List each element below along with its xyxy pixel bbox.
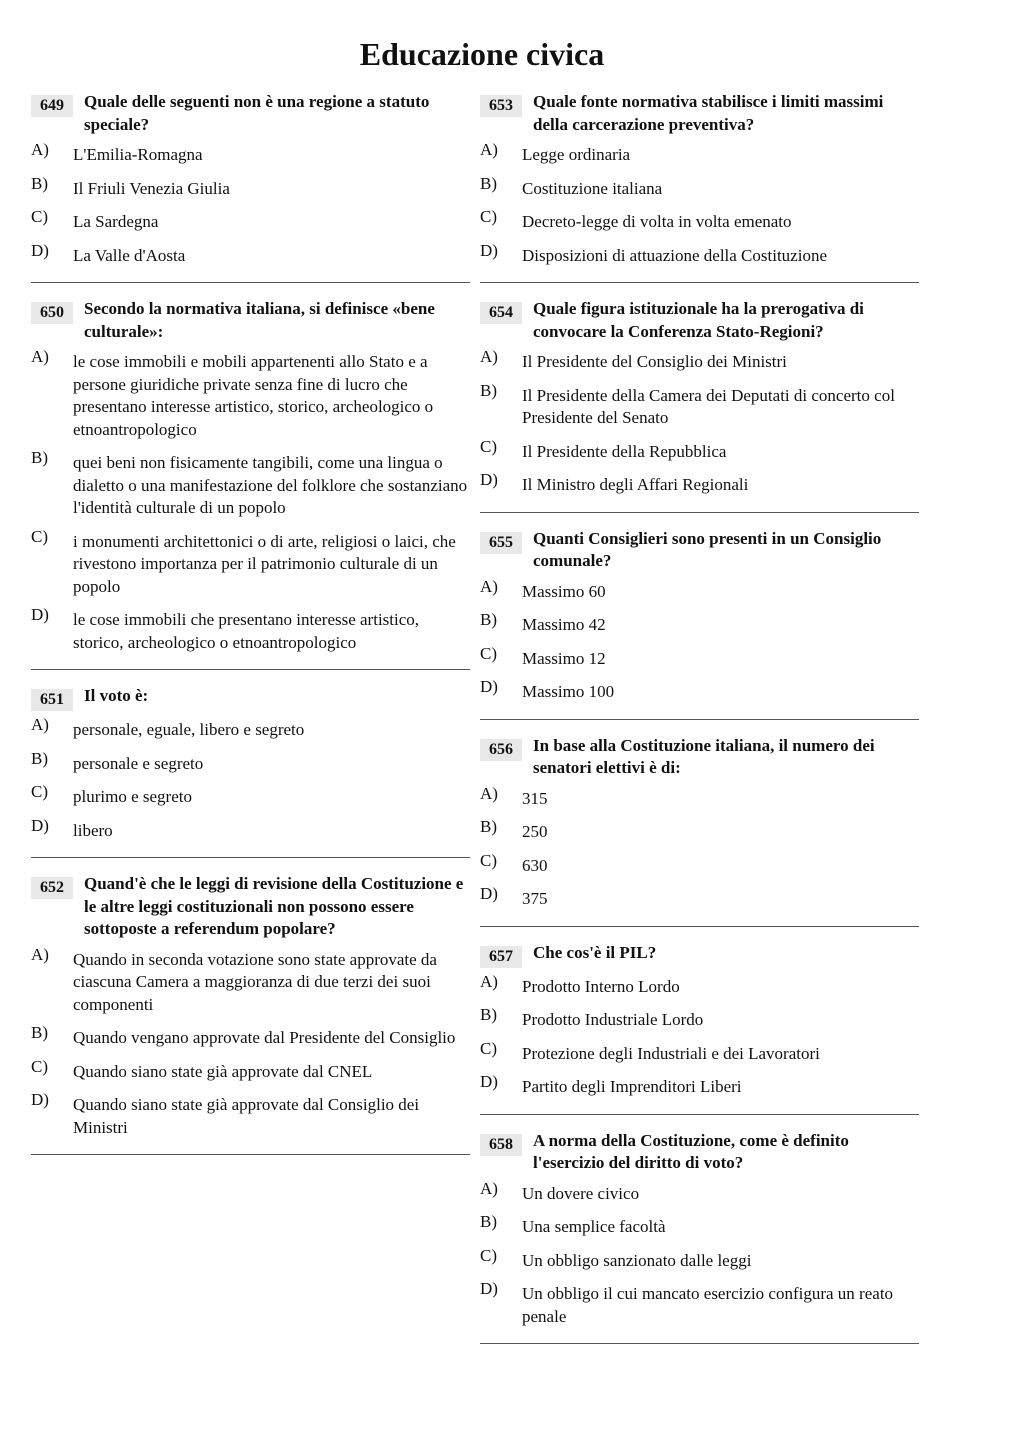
answer-text: 375 (522, 889, 548, 908)
question-number: 656 (480, 739, 522, 761)
answer-letter: B) (480, 610, 497, 629)
answer-letter: D) (480, 1072, 498, 1091)
question-number: 650 (31, 302, 73, 324)
question-number: 649 (31, 95, 73, 117)
answer-option (31, 715, 470, 742)
answer-option (480, 1212, 919, 1239)
answer-option (480, 1245, 919, 1273)
answer-option (480, 677, 919, 704)
answer-letter: D) (480, 1279, 498, 1298)
answer-option (480, 610, 919, 637)
left-column (31, 91, 470, 1170)
answer-option (480, 347, 919, 374)
answer-letter: D) (31, 815, 49, 835)
answer-letter: B) (480, 817, 497, 836)
question-649 (31, 91, 470, 283)
question-number: 654 (480, 302, 522, 324)
answer-letter: B) (480, 1005, 497, 1024)
answer-text: Massimo 60 (522, 581, 606, 601)
answer-letter: D) (31, 1090, 49, 1109)
answer-text: Il Presidente della Repubblica (522, 441, 727, 461)
answer-option (480, 1038, 919, 1066)
question-header (480, 735, 919, 780)
question-657 (480, 942, 919, 1115)
answer-text: 630 (522, 855, 548, 875)
answer-text: 315 (522, 788, 548, 808)
answer-text: Decreto-legge di volta in volta emenato (522, 212, 792, 231)
answer-letter: B) (31, 173, 48, 193)
answer-option (31, 1056, 470, 1084)
answer-letter: A) (31, 140, 49, 159)
answer-option (480, 1279, 919, 1328)
answer-text: personale, eguale, libero e segreto (73, 720, 305, 739)
answer-option (31, 1090, 470, 1139)
answer-letter: C) (480, 436, 497, 456)
answer-text: Protezione degli Industriali e dei Lavoratori (522, 1043, 820, 1063)
answer-letter: A) (31, 715, 49, 734)
answer-option (480, 436, 919, 464)
page-title: Educazione civica (359, 36, 605, 72)
answer-text: Un dovere civico (522, 1183, 640, 1203)
question-text: Quand'è che le leggi di revisione della Costituzione e le altre leggi costituzionali non possono essere sottoposte a referendum popolare? (84, 874, 464, 938)
question-header (31, 298, 470, 343)
answer-letter: A) (480, 971, 498, 991)
answer-text: La Sardegna (73, 212, 159, 231)
question-header (480, 91, 919, 136)
question-text: Quale fonte normativa stabilisce i limiti massimi della carcerazione preventiva? (533, 92, 884, 134)
answer-option (480, 380, 919, 430)
answer-option (31, 815, 470, 843)
answer-text: Quando siano state già approvate dal Consiglio dei Ministri (73, 1095, 420, 1137)
answer-text: 250 (522, 822, 548, 841)
answer-letter: C) (31, 782, 48, 801)
answer-letter: A) (480, 347, 498, 366)
answer-option (31, 240, 470, 268)
answer-text: Massimo 12 (522, 648, 606, 668)
answer-text: Prodotto Interno Lordo (522, 976, 680, 996)
answer-letter: B) (31, 1023, 48, 1042)
answer-letter: D) (480, 884, 498, 903)
answer-text: libero (73, 820, 113, 840)
answer-option (480, 1178, 919, 1206)
answer-letter: B) (480, 173, 497, 193)
answer-text: quei beni non fisicamente tangibili, come una lingua o dialetto o una manifestazione del folklore che sostanziano l'identità culturale di un popolo (73, 453, 468, 517)
answer-letter: D) (31, 605, 49, 624)
answer-text: Prodotto Industriale Lordo (522, 1010, 704, 1029)
answer-option (31, 347, 470, 441)
answer-text: Costituzione italiana (522, 178, 663, 198)
answer-letter: C) (480, 850, 497, 870)
question-text: In base alla Costituzione italiana, il numero dei senatori elettivi è di: (533, 735, 875, 777)
question-text: Secondo la normativa italiana, si definisce «bene culturale»: (84, 299, 435, 341)
answer-text: Il Friuli Venezia Giulia (73, 178, 230, 198)
answer-letter: A) (480, 1178, 498, 1198)
answer-text: Una semplice facoltà (522, 1217, 666, 1236)
answer-text: Legge ordinaria (522, 145, 631, 164)
answer-text: Partito degli Imprenditori Liberi (522, 1077, 742, 1096)
question-text: Quale delle seguenti non è una regione a statuto speciale? (84, 92, 430, 134)
answer-text: le cose immobili che presentano interesse artistico, storico, archeologico o etnoantropologico (73, 610, 420, 652)
answer-letter: A) (480, 140, 498, 159)
answer-text: Disposizioni di attuazione della Costituzione (522, 245, 827, 265)
question-text: Che cos'è il PIL? (533, 942, 657, 962)
answer-option (480, 240, 919, 268)
question-number: 653 (480, 95, 522, 117)
question-654 (480, 298, 919, 513)
answer-letter: A) (31, 944, 49, 964)
answer-option (480, 643, 919, 671)
answer-option (31, 448, 470, 520)
answer-text: L'Emilia-Romagna (73, 145, 203, 164)
answer-letter: C) (480, 207, 497, 226)
question-text: Il voto è: (84, 686, 149, 705)
answer-letter: A) (480, 576, 498, 596)
question-656 (480, 735, 919, 927)
answer-letter: A) (31, 347, 49, 366)
answer-option (480, 884, 919, 911)
question-text: Quale figura istituzionale ha la prerogativa di convocare la Conferenza Stato-Regioni? (533, 299, 864, 341)
question-658 (480, 1130, 919, 1345)
answer-letter: B) (31, 748, 48, 768)
question-text: A norma della Costituzione, come è definito l'esercizio del diritto di voto? (533, 1130, 849, 1172)
answer-option (480, 1005, 919, 1032)
question-number: 658 (480, 1134, 522, 1156)
answer-option (480, 783, 919, 811)
answer-option (31, 944, 470, 1017)
answer-option (480, 1072, 919, 1099)
question-650 (31, 298, 470, 670)
answer-option (480, 850, 919, 878)
question-text: Quanti Consiglieri sono presenti in un Consiglio comunale? (533, 528, 882, 570)
answer-text: Massimo 100 (522, 682, 615, 701)
question-number: 655 (480, 532, 522, 554)
answer-text: Un obbligo sanzionato dalle leggi (522, 1250, 752, 1270)
answer-letter: C) (31, 1056, 48, 1076)
answer-text: i monumenti architettonici o di arte, religiosi o laici, che rivestono importanza per il patrimonio culturale di un popolo (73, 531, 456, 596)
question-header (480, 528, 919, 573)
question-header (480, 1130, 919, 1175)
answer-letter: B) (480, 1212, 497, 1231)
answer-letter: D) (480, 470, 498, 489)
answer-option (480, 576, 919, 604)
question-651 (31, 685, 470, 858)
question-header (480, 298, 919, 343)
answer-text: Quando vengano approvate dal Presidente del Consiglio (73, 1028, 456, 1047)
answer-letter: C) (480, 1245, 497, 1265)
answer-option (31, 207, 470, 234)
question-header (480, 942, 919, 968)
answer-letter: C) (480, 1038, 497, 1058)
answer-text: La Valle d'Aosta (73, 245, 186, 265)
right-column (480, 91, 919, 1359)
question-header (31, 91, 470, 136)
answer-option (480, 173, 919, 201)
answer-text: Il Presidente del Consiglio dei Ministri (522, 352, 787, 371)
answer-text: le cose immobili e mobili appartenenti allo Stato e a persone giuridiche private senza fine di lucro che presentano interesse artistico, storico, archeologico o etnoantropologico (73, 352, 434, 439)
answer-option (480, 140, 919, 167)
answer-option (480, 470, 919, 497)
answer-letter: C) (31, 526, 48, 546)
answer-letter: D) (31, 240, 49, 260)
answer-option (31, 605, 470, 654)
answer-option (31, 748, 470, 776)
question-number: 651 (31, 689, 73, 711)
answer-letter: C) (31, 207, 48, 226)
answer-text: Quando in seconda votazione sono state approvate da ciascuna Camera a maggioranza di due terzi dei suoi componenti (73, 949, 437, 1014)
answer-text: Un obbligo il cui mancato esercizio configura un reato penale (522, 1284, 894, 1326)
answer-letter: D) (480, 240, 498, 260)
answer-letter: D) (480, 677, 498, 696)
question-number: 652 (31, 877, 73, 899)
answer-letter: A) (480, 783, 498, 803)
answer-text: plurimo e segreto (73, 787, 192, 806)
answer-option (480, 817, 919, 844)
question-header (31, 873, 470, 941)
answer-text: Massimo 42 (522, 615, 606, 634)
question-header (31, 685, 470, 711)
answer-option (31, 526, 470, 599)
answer-option (31, 1023, 470, 1050)
answer-text: personale e segreto (73, 753, 204, 773)
answer-letter: C) (480, 643, 497, 663)
answer-option (480, 971, 919, 999)
answer-option (31, 782, 470, 809)
answer-option (480, 207, 919, 234)
question-652 (31, 873, 470, 1155)
question-number: 657 (480, 946, 522, 968)
answer-letter: B) (480, 380, 497, 400)
answer-option (31, 173, 470, 201)
question-655 (480, 528, 919, 720)
question-653 (480, 91, 919, 283)
answer-text: Il Ministro degli Affari Regionali (522, 475, 749, 494)
answer-text: Quando siano state già approvate dal CNEL (73, 1061, 373, 1081)
answer-text: Il Presidente della Camera dei Deputati di concerto col Presidente del Senato (522, 385, 895, 427)
answer-option (31, 140, 470, 167)
answer-letter: B) (31, 448, 48, 467)
